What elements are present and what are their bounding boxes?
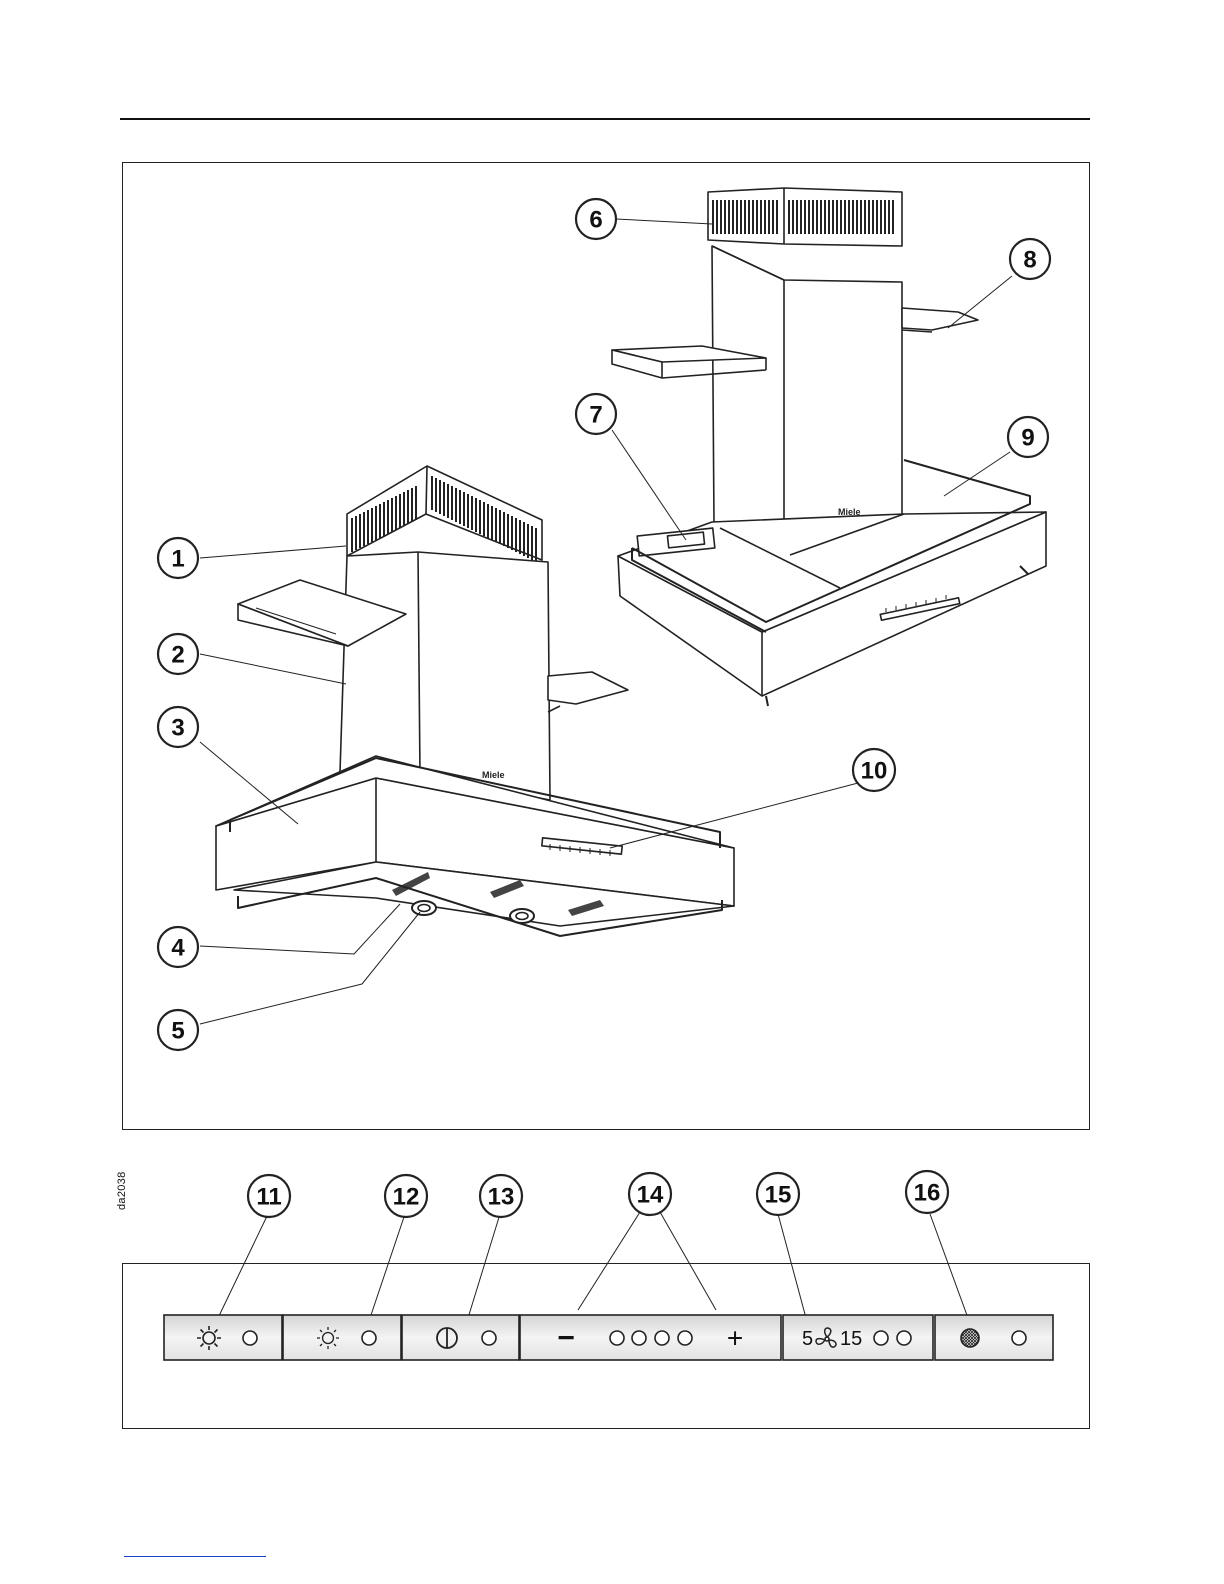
dim-light-indicator: [362, 1331, 376, 1345]
callout-12: 12: [392, 1183, 420, 1211]
callout-5: 5: [171, 1017, 185, 1045]
power-indicator: [482, 1331, 496, 1345]
callout-9: 9: [1021, 424, 1035, 452]
filter-button[interactable]: [935, 1315, 1053, 1360]
callout-14: 14: [636, 1181, 664, 1209]
callout-6: 6: [589, 206, 603, 234]
rear-brand-logo: Miele: [838, 507, 861, 517]
fan-level-3-indicator: [655, 1331, 669, 1345]
callout-13: 13: [487, 1183, 515, 1211]
callout-3: 3: [171, 714, 185, 742]
fan-level-1-indicator: [610, 1331, 624, 1345]
fan-level-2-indicator: [632, 1331, 646, 1345]
rear-right-shelf: [902, 308, 978, 332]
dim-light-button[interactable]: [283, 1315, 401, 1360]
timer-15-label: 15: [840, 1328, 863, 1350]
power-button[interactable]: [402, 1315, 519, 1360]
callout-2: 2: [171, 641, 185, 669]
callout-8: 8: [1023, 246, 1037, 274]
fan-minus-label: −: [557, 1321, 575, 1355]
light-indicator: [243, 1331, 257, 1345]
callout-15: 15: [764, 1181, 792, 1209]
callout-4: 4: [171, 934, 185, 962]
control-panel: [164, 1315, 1053, 1360]
light-button[interactable]: [164, 1315, 282, 1360]
filter-icon: [961, 1329, 979, 1347]
timer-15-indicator: [897, 1331, 911, 1345]
callout-7: 7: [589, 401, 603, 429]
fan-level-4-indicator: [678, 1331, 692, 1345]
front-right-shelf: [548, 672, 628, 712]
rear-hood-illustration: [612, 188, 1046, 706]
callout-16: 16: [913, 1179, 941, 1207]
timer-5-indicator: [874, 1331, 888, 1345]
callout-11: 11: [256, 1183, 282, 1211]
timer-5-label: 5: [802, 1328, 814, 1350]
document-code: da2038: [116, 1171, 128, 1210]
fan-plus-label: +: [726, 1322, 744, 1354]
callout-circles: [158, 199, 1050, 1217]
front-brand-logo: Miele: [482, 770, 505, 780]
callout-10: 10: [860, 757, 888, 785]
callout-1: 1: [171, 545, 185, 573]
filter-indicator: [1012, 1331, 1026, 1345]
